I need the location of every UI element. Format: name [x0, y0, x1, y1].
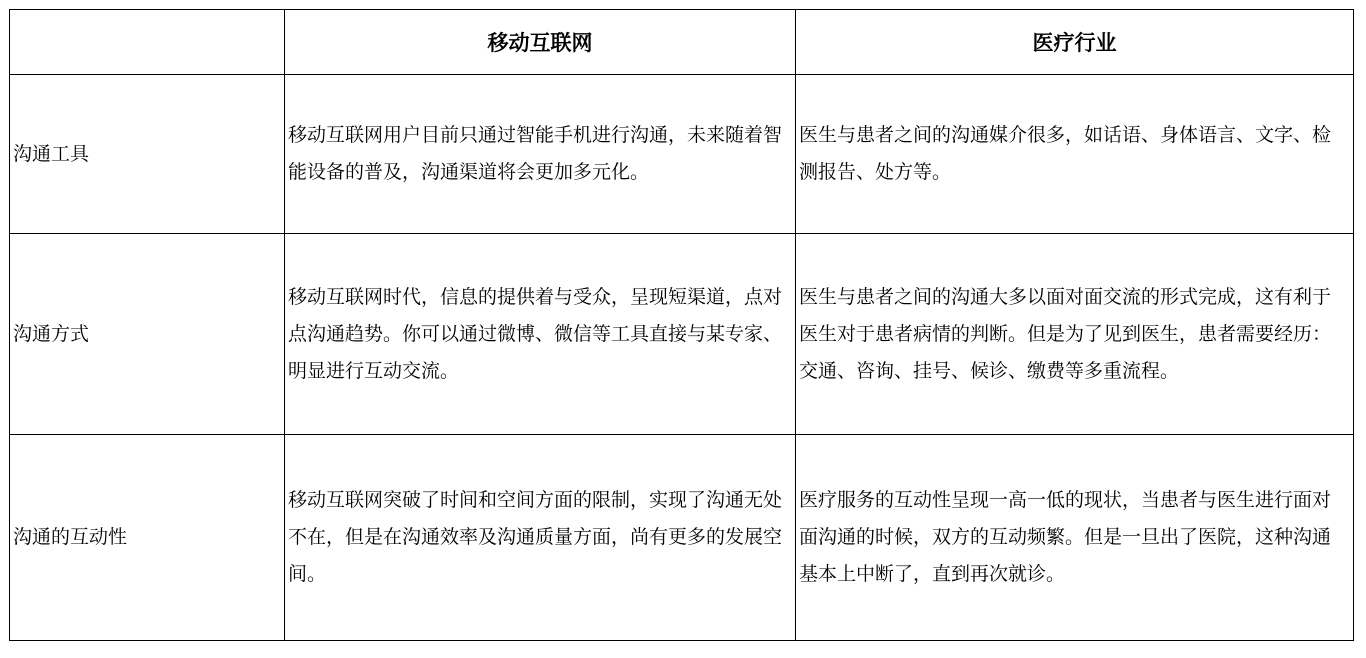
table-cell [796, 234, 1354, 435]
medical-cell-text: 医疗服务的互动性呈现一高一低的现状，当患者与医生进行面对面沟通的时候，双方的互动频繁。但是一旦出了医院，这种沟通基本上中断了，直到再次就诊。 [799, 489, 1332, 585]
table-row [10, 75, 1354, 234]
comparison-table [9, 9, 1354, 641]
table-row [10, 234, 1354, 435]
row-header-communication-tools: 沟通工具 [13, 142, 90, 165]
row-header-cell [10, 435, 285, 641]
mobile-cell-text: 移动互联网时代，信息的提供着与受众，呈现短渠道，点对点沟通趋势。你可以通过微博、微信等工具直接与某专家、明显进行互动交流。 [288, 285, 783, 382]
row-header-communication-method: 沟通方式 [13, 322, 90, 345]
table-cell [796, 435, 1354, 641]
mobile-cell-text: 移动互联网用户目前只通过智能手机进行沟通，未来随着智能设备的普及，沟通渠道将会更加多元化。 [288, 124, 783, 183]
row-header-cell [10, 75, 285, 234]
medical-cell-text: 医生与患者之间的沟通媒介很多，如话语、身体语言、文字、检测报告、处方等。 [799, 124, 1332, 183]
table-row [10, 435, 1354, 641]
row-header-communication-interactivity: 沟通的互动性 [13, 526, 128, 548]
header-row [10, 10, 1354, 75]
corner-cell [10, 10, 285, 75]
column-header-mobile-internet: 移动互联网 [285, 10, 796, 75]
table-cell [285, 75, 796, 234]
table-cell [796, 75, 1354, 234]
medical-cell-text: 医生与患者之间的沟通大多以面对面交流的形式完成，这有利于医生对于患者病情的判断。但是为了见到医生，患者需要经历：交通、咨询、挂号、候诊、缴费等多重流程。 [799, 285, 1332, 382]
table-cell [285, 234, 796, 435]
table-cell [285, 435, 796, 641]
column-header-medical-industry: 医疗行业 [796, 10, 1354, 75]
mobile-cell-text: 移动互联网突破了时间和空间方面的限制，实现了沟通无处不在，但是在沟通效率及沟通质量方面，尚有更多的发展空间。 [288, 489, 783, 585]
row-header-cell [10, 234, 285, 435]
